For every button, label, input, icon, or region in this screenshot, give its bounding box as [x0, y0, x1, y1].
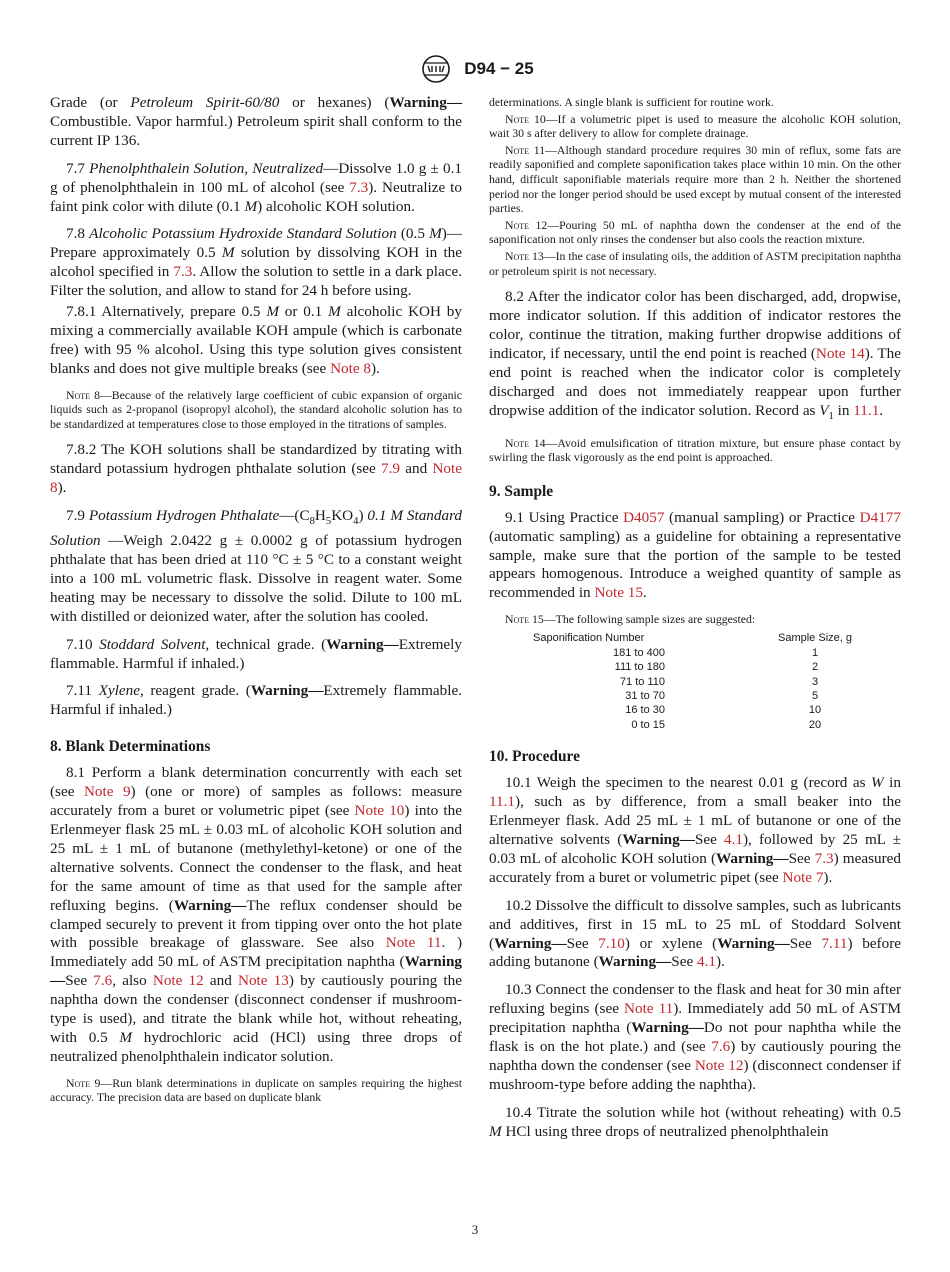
- link-11-1[interactable]: 11.1: [489, 793, 516, 811]
- saponification-range-cell: 31 to 70: [625, 690, 665, 703]
- table-row: [533, 703, 855, 717]
- sample-size-table: [533, 631, 855, 732]
- sample-size-cell: 20: [808, 718, 822, 731]
- link-7-3[interactable]: 7.3: [173, 263, 193, 281]
- table-header-row: [533, 631, 855, 646]
- link-d4057[interactable]: D4057: [623, 508, 665, 526]
- table-row: [533, 718, 855, 732]
- link-note-14[interactable]: Note 14: [815, 344, 865, 362]
- link-note-10[interactable]: Note 10: [354, 802, 405, 820]
- right-column: [489, 95, 901, 1151]
- section-8-heading: 8. Blank Determinations: [50, 738, 211, 756]
- note-14: Note 14—Avoid emulsification of titration mixture, but ensure phase contact by swirling the flask vigorously as the end point is approached.: [489, 435, 901, 465]
- section-10-2: 10.2 Dissolve the difficult to dissolve samples, such as lubricants and additives, first in 15 mL to 25 mL of Stoddard Solvent (Warning—See 7.10) or xylene (Warning—See 7.11) before adding butanone (Warning—See 4.1).: [489, 896, 901, 971]
- page-number: 3: [471, 1222, 479, 1237]
- link-note-11[interactable]: Note 11: [624, 1000, 674, 1018]
- astm-logo-icon: [416, 54, 456, 84]
- section-10-heading: 10. Procedure: [489, 748, 580, 766]
- link-note-7[interactable]: Note 7: [782, 868, 824, 886]
- section-10-1: 10.1 Weigh the specimen to the nearest 0.01 g (record as W in 11.1), such as by difference, from a small beaker into the Erlenmeyer flask. Add 25 mL ± 1 mL of butanone or one of the alternative solvents (Warning—See 4.1), followed by 25 mL ± 0.03 mL of alcoholic KOH solution (Warning—See 7.3) measured accurately from a buret or volumetric pipet (see Note 7).: [489, 774, 902, 886]
- sample-size-cell: 3: [811, 675, 819, 688]
- link-note-8[interactable]: Note 8: [330, 359, 371, 377]
- link-7-3[interactable]: 7.3: [349, 178, 369, 196]
- link-note-8[interactable]: Note 8: [50, 460, 462, 497]
- column-header-sample-size: Sample Size, g: [778, 631, 852, 644]
- section-9-heading: 9. Sample: [489, 482, 554, 500]
- link-7-6[interactable]: 7.6: [93, 972, 113, 990]
- section-7-8: 7.8 Alcoholic Potassium Hydroxide Standard Solution (0.5 M)—Prepare approximately 0.5 M solution by dissolving KOH in the alcohol specified in 7.3. Allow the solution to settle in a dark place. Filter the solution, and allow to stand for 24 h before using.: [50, 225, 463, 300]
- saponification-range-cell: 181 to 400: [613, 646, 665, 659]
- sample-size-cell: 1: [811, 646, 819, 659]
- section-7-7: 7.7 Phenolphthalein Solution, Neutralized—Dissolve 1.0 g ± 0.1 g of phenolphthalein in 100 mL of alcohol (see 7.3). Neutralize to faint pink color with dilute (0.1 M) alcoholic KOH solution.: [50, 159, 462, 215]
- saponification-range-cell: 71 to 110: [619, 675, 665, 688]
- left-column: [50, 94, 462, 1115]
- link-note-11[interactable]: Note 11: [385, 934, 442, 952]
- link-11-1[interactable]: 11.1: [853, 401, 880, 419]
- section-7-8-1: 7.8.1 Alternatively, prepare 0.5 M or 0.1 M alcoholic KOH by mixing a commercially available KOH ampule (which is carbonate free) with 95 % alcohol. Using this type solution gives consistent blanks and does not give multiple breaks (see Note 8).: [50, 303, 462, 377]
- link-note-12[interactable]: Note 12: [694, 1056, 744, 1074]
- paragraph-petroleum-spirit-warning: Grade (or Petroleum Spirit-60/80 or hexanes) (Warning—Combustible. Vapor harmful.) Petroleum spirit shall conform to the current IP 136.: [50, 94, 463, 149]
- section-9-1: 9.1 Using Practice D4057 (manual sampling) or Practice D4177 (automatic sampling) as a guideline for obtaining a representative sample, make sure that the portion of the sample to be tested appears homogenous. Introduce a weighed quantity of sample as recommended in Note 15.: [489, 508, 901, 602]
- note-11: Note 11—Although standard procedure requires 30 min of reflux, some fats are readily saponified and complete saponification takes place within 10 min. On the other hand, difficult saponifiable materials require more than 2 h. Neither the shortened period nor the longer period should be used except by mutual consent of the interested parties.: [489, 142, 901, 216]
- section-10-4: 10.4 Titrate the solution while hot (without reheating) with 0.5 M HCl using three drops of neutralized phenolphthalein: [489, 1103, 901, 1140]
- link-7-6[interactable]: 7.6: [711, 1038, 731, 1056]
- table-row: [533, 646, 855, 660]
- link-d4177[interactable]: D4177: [859, 508, 901, 526]
- saponification-range-cell: 111 to 180: [614, 661, 665, 674]
- link-4-1[interactable]: 4.1: [696, 953, 716, 971]
- sample-size-cell: 2: [811, 661, 819, 674]
- note-13: Note 13—In the case of insulating oils, the addition of ASTM precipitation naphtha or petroleum spirit is not necessary.: [489, 248, 901, 278]
- sample-size-cell: 10: [808, 704, 822, 717]
- section-8-2: 8.2 After the indicator color has been discharged, add, dropwise, more indicator solution. If this addition of indicator restores the color, continue the titration, making further dropwise additions of indicator, if necessary, until the end point is reached (Note 14). The end point is reached when the indicator color is completely discharged and does not immediately reappear upon further dropwise addition of the indicator solution. Record as $V_1$ in 11.1.: [489, 288, 901, 422]
- link-note-9[interactable]: Note 9: [83, 783, 131, 801]
- section-7-10: 7.10 Stoddard Solvent, technical grade. (Warning—Extremely flammable. Harmful if inhaled.): [50, 635, 462, 672]
- sample-size-cell: 5: [811, 690, 819, 703]
- table-row: [533, 675, 855, 689]
- note-9: Note 9—Run blank determinations in duplicate on samples requiring the highest accuracy. The precision data are based on duplicate blank: [50, 1075, 462, 1105]
- link-7-9[interactable]: 7.9: [381, 460, 401, 478]
- link-note-12[interactable]: Note 12: [152, 972, 204, 990]
- link-7-3[interactable]: 7.3: [814, 849, 834, 867]
- note-9-continued: determinations. A single blank is sufficient for routine work.: [489, 95, 774, 109]
- column-header-saponification-number: Saponification Number: [533, 631, 645, 644]
- note-15: Note 15—The following sample sizes are suggested:: [505, 612, 756, 627]
- section-7-8-2: 7.8.2 The KOH solutions shall be standardized by titrating with standard potassium hydrogen phthalate solution (see 7.9 and Note 8).: [50, 441, 462, 497]
- saponification-range-cell: 16 to 30: [625, 704, 665, 717]
- link-7-11[interactable]: 7.11: [821, 934, 848, 952]
- note-12: Note 12—Pouring 50 mL of naphtha down the condenser at the end of the saponification not only rinses the condenser but also cools the reaction mixture.: [489, 217, 901, 247]
- document-designation: D94 − 25: [464, 59, 534, 78]
- link-7-10[interactable]: 7.10: [598, 934, 625, 952]
- link-note-15[interactable]: Note 15: [594, 584, 643, 602]
- note-8: Note 8—Because of the relatively large coefficient of cubic expansion of organic liquids such as 2-propanol (isopropyl alcohol), the standard alcoholic solution has to be standardized at temperatures close to those employed in the titrations of samples.: [50, 387, 462, 431]
- page-header: [0, 54, 950, 84]
- link-note-13[interactable]: Note 13: [237, 972, 289, 990]
- link-4-1[interactable]: 4.1: [724, 830, 743, 848]
- note-10: Note 10—If a volumetric pipet is used to measure the alcoholic KOH solution, wait 30 s after delivery to allow for complete drainage.: [489, 111, 901, 141]
- section-10-3: 10.3 Connect the condenser to the flask and heat for 30 min after refluxing begins (see Note 11). Immediately add 50 mL of ASTM precipitation naphtha (Warning—Do not pour naphtha while the flask is on the hot plate.) and (see 7.6) by cautiously pouring the naphtha down the condenser (see Note 12) (disconnect condenser if mushroom-type before adding the naphtha).: [489, 981, 901, 1093]
- section-8-1: 8.1 Perform a blank determination concurrently with each set (see Note 9) (one or more) of samples as follows: measure accurately from a buret or volumetric pipet (see Note 10) into the Erlenmeyer flask 25 mL ± 0.03 mL of alcoholic KOH solution and 25 mL ± 1 mL of butanone (methylethyl-ketone) or one of the alternative solvents. Connect the condenser to the flask, and heat for the same amount of time as that used for the sample after refluxing begins. (Warning—The reflux condenser should be clamped securely to prevent it from tipping over onto the hot plate with possible breakage of glassware. See also Note 11. ) Immediately add 50 mL of ASTM precipitation naphtha (Warning—See 7.6, also Note 12 and Note 13) by cautiously pouring the naphtha down the condenser (disconnect condenser if mushroom-type is used), and titrate the blank while hot, without reheating, with 0.5 M hydrochloric acid (HCl) using three drops of neutralized phenolphthalein indicator solution.: [50, 764, 463, 1065]
- table-row: [533, 660, 855, 674]
- saponification-range-cell: 0 to 15: [631, 718, 665, 731]
- section-7-11: 7.11 Xylene, reagent grade. (Warning—Extremely flammable. Harmful if inhaled.): [50, 682, 462, 719]
- table-row: [533, 689, 855, 703]
- section-7-9: 7.9 Potassium Hydrogen $Phthalate—(C_8H_5KO_4)$ 0.1 M Standard Solution —Weigh 2.0422 g ± 0.0002 g of potassium hydrogen phthalate that has been dried at 110 °C ± 5 °C to a constant weight into a 100 mL volumetric flask. Dissolve in reagent water. Some heating may be necessary to dissolve the solid. Dilute to 100 mL with distilled or deionized water, after the solution has cooled.: [50, 507, 463, 625]
